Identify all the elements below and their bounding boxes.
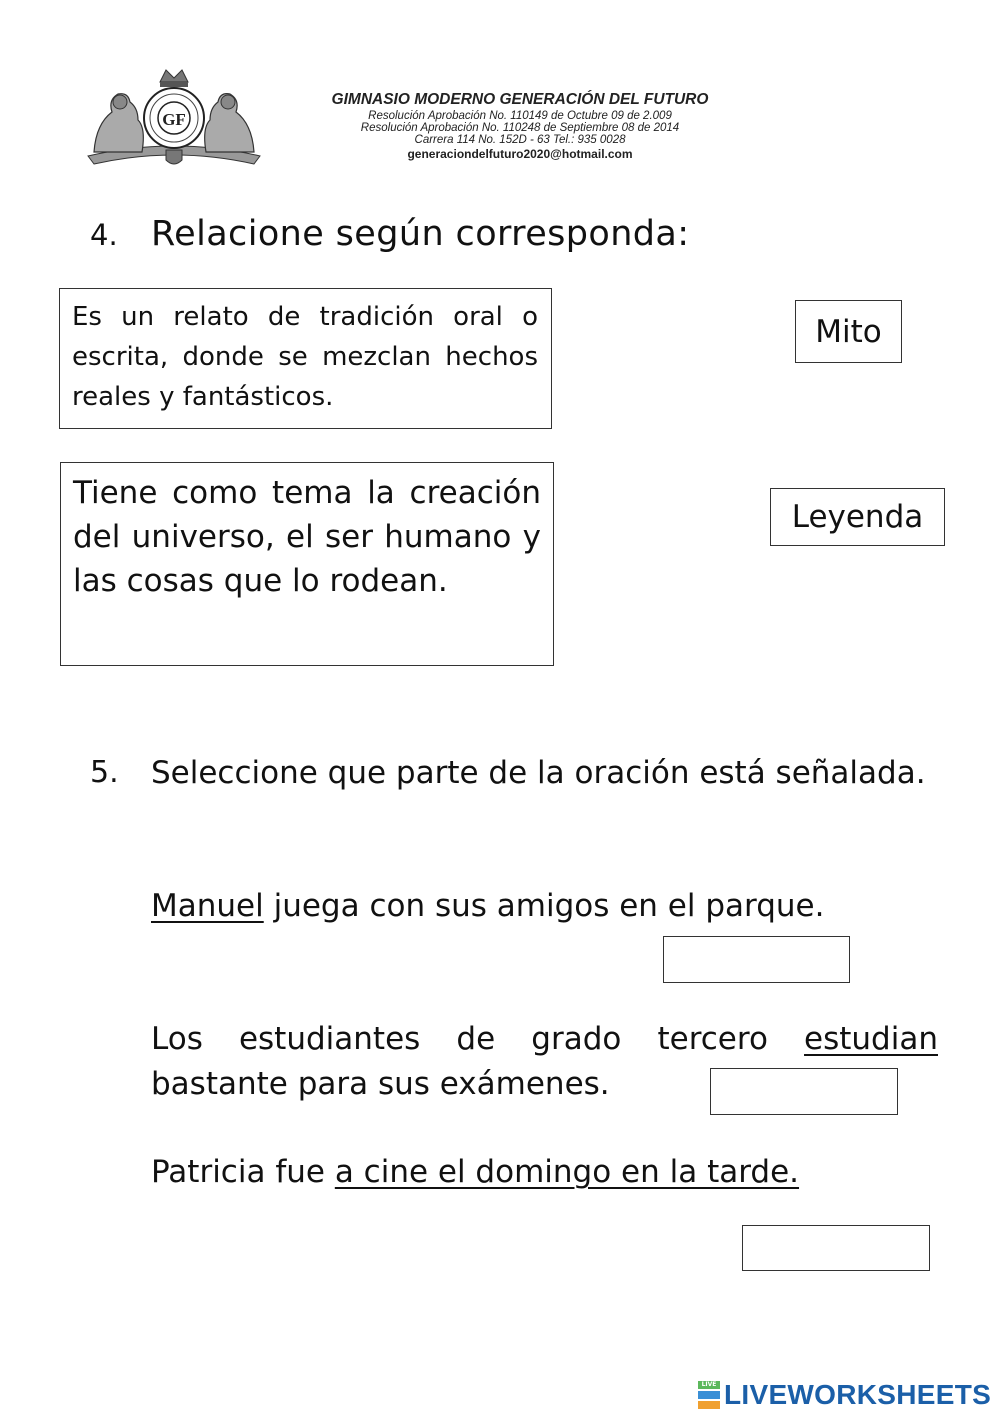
logo-badge: LIVE xyxy=(698,1381,720,1389)
option-leyenda-label: Leyenda xyxy=(791,499,924,535)
answer-box-1[interactable] xyxy=(663,936,850,983)
liveworksheets-wordmark: LIVEWORKSHEETS xyxy=(724,1379,992,1410)
school-logo xyxy=(82,64,267,170)
option-mito-label: Mito xyxy=(815,313,882,350)
sentence-2-after: bastante para sus exámenes. xyxy=(151,1066,610,1102)
address-line: Carrera 114 No. 152D - 63 Tel.: 935 0028 xyxy=(414,134,626,146)
sentence-3-before: Patricia fue xyxy=(151,1154,335,1190)
question-4-title: Relacione según corresponda: xyxy=(151,214,690,254)
definition-box-2 xyxy=(60,462,554,666)
answer-box-2[interactable] xyxy=(710,1068,898,1115)
school-name: GIMNASIO MODERNO GENERACIÓN DEL FUTURO xyxy=(331,91,709,108)
sentence-3-underlined: a cine el domingo en la tarde. xyxy=(334,1154,800,1190)
sentence-3 xyxy=(151,1150,938,1195)
school-email: generaciondelfuturo2020@hotmail.com xyxy=(407,147,633,161)
answer-box-3[interactable] xyxy=(742,1225,930,1271)
liveworksheets-brand xyxy=(698,1378,991,1412)
sentence-2-before: Los estudiantes de grado tercero xyxy=(151,1021,805,1057)
sentence-2-underlined: estudian xyxy=(804,1021,938,1057)
definition-text-2: Tiene como tema la creación del universo, el ser humano y las cosas que lo rodean. xyxy=(73,475,541,599)
logo-initials: GF xyxy=(162,110,186,129)
question-4-number: 4. xyxy=(90,218,118,252)
definition-text-1: Es un relato de tradición oral o escrita, donde se mezclan hechos reales y fantásticos. xyxy=(72,302,538,412)
sentence-1-underlined: Manuel xyxy=(151,888,264,924)
question-5-title: Seleccione que parte de la oración está señalada. xyxy=(151,755,926,791)
resolution-line-1: Resolución Aprobación No. 110149 de Octubre 09 de 2.009 xyxy=(368,110,672,122)
sentence-1-rest: juega con sus amigos en el parque. xyxy=(263,888,825,924)
liveworksheets-logo-icon xyxy=(698,1381,720,1409)
definition-box-1 xyxy=(59,288,552,429)
option-leyenda[interactable] xyxy=(770,488,945,546)
question-5-number: 5. xyxy=(90,755,119,790)
resolution-line-2: Resolución Aprobación No. 110248 de Septiembre 08 de 2014 xyxy=(360,122,680,134)
sentence-1 xyxy=(151,884,938,929)
option-mito[interactable] xyxy=(795,300,902,363)
